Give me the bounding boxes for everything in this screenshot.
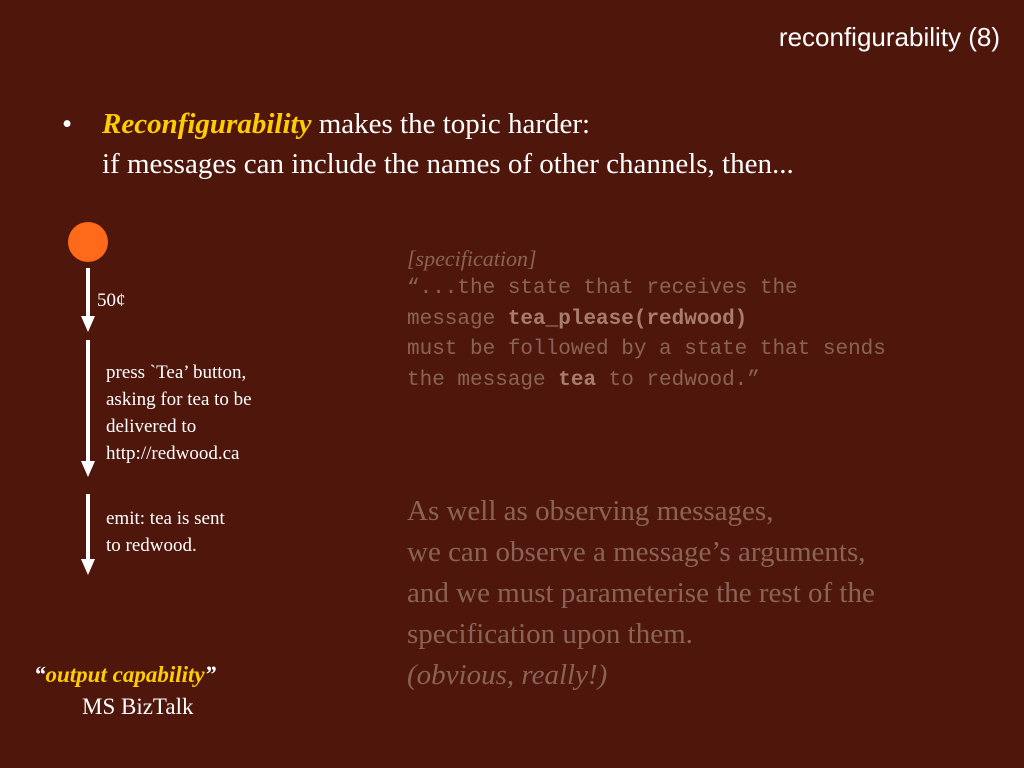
- bullet-marker: •: [62, 108, 73, 140]
- coin-label: 50¢: [97, 290, 126, 311]
- capability-term: output capability: [45, 662, 205, 687]
- spec-message-name: tea_please(redwood): [507, 307, 748, 331]
- spec-text: to redwood.”: [596, 368, 760, 392]
- observation-aside: (obvious, really!): [407, 659, 608, 691]
- emit-label: [106, 505, 306, 559]
- output-capability-note: [34, 659, 216, 723]
- spec-message-name: tea: [558, 368, 597, 392]
- observation-line: As well as observing messages,: [407, 495, 774, 527]
- observation-line: we can observe a message’s arguments,: [407, 536, 866, 568]
- bullet-line1-rest: makes the topic harder:: [311, 108, 591, 140]
- arrow-press-head: [81, 461, 95, 477]
- observation-paragraph: [407, 491, 875, 696]
- spec-text: the message: [407, 368, 559, 392]
- press-line: asking for tea to be: [106, 389, 252, 410]
- slide-title: reconfigurability (8): [778, 22, 1000, 52]
- bullet-text: [102, 104, 794, 184]
- spec-line: must be followed by a state that sends: [407, 338, 886, 361]
- capability-open-quote: “: [34, 662, 46, 687]
- emit-line: to redwood.: [106, 535, 197, 556]
- press-line: http://redwood.ca: [106, 443, 240, 464]
- spec-line: [407, 366, 886, 397]
- specification-heading: [specification]: [407, 246, 537, 271]
- spec-text: message: [407, 307, 508, 331]
- capability-close-quote: ”: [204, 662, 217, 687]
- capability-example: MS BizTalk: [82, 694, 194, 719]
- bullet-line2: if messages can include the names of other channels, then...: [102, 148, 794, 180]
- observation-line: specification upon them.: [407, 618, 693, 650]
- press-line: delivered to: [106, 416, 197, 437]
- press-tea-label: [106, 359, 306, 467]
- specification-body: [407, 274, 886, 396]
- spec-line: “...the state that receives the: [407, 277, 798, 300]
- arrow-emit-head: [81, 559, 95, 575]
- arrow-coin-head: [81, 316, 95, 332]
- spec-line: [407, 305, 886, 336]
- observation-line: and we must parameterise the rest of the: [407, 577, 875, 609]
- emit-line: emit: tea is sent: [106, 508, 225, 529]
- bullet-emphasis: Reconfigurability: [102, 108, 312, 140]
- press-line: press `Tea’ button,: [106, 362, 247, 383]
- specification-block: [407, 244, 886, 396]
